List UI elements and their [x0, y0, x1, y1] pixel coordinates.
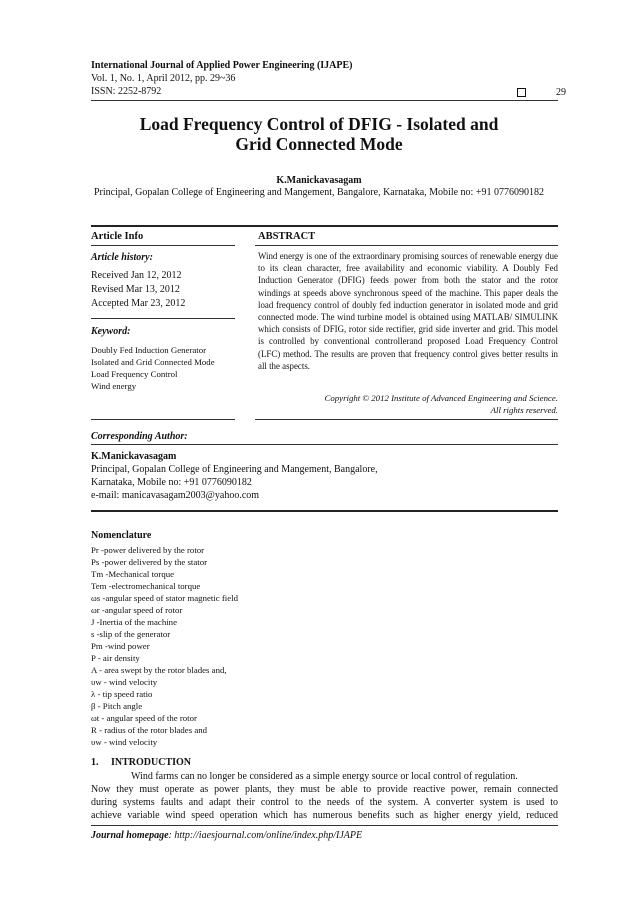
- nomenclature-item: P - air density: [91, 653, 140, 663]
- journal-name: International Journal of Applied Power Engineering (IJAPE): [91, 60, 353, 71]
- header-rule: [91, 100, 558, 101]
- intro-line: Now they must operate as power plants, they must be able to provide reactive power, remain connected: [91, 784, 558, 795]
- author-name: K.Manickavasagam: [276, 175, 362, 186]
- info-rule: [91, 245, 235, 246]
- corresponding-address2: Karnataka, Mobile no: +91 0776090182: [91, 477, 252, 488]
- nomenclature-item: R - radius of the rotor blades and: [91, 725, 208, 735]
- nomenclature-heading: Nomenclature: [91, 530, 152, 541]
- nomenclature-item: λ - tip speed ratio: [91, 689, 153, 699]
- intro-line: during systems faults and adapt their control to the needs of the system. A converter system is used to: [91, 797, 558, 808]
- history-accepted: Accepted Mar 23, 2012: [91, 298, 186, 309]
- history-revised: Revised Mar 13, 2012: [91, 284, 180, 295]
- nomenclature-item: J -Inertia of the machine: [91, 617, 177, 627]
- nomenclature-item: s -slip of the generator: [91, 629, 171, 639]
- volume-info: Vol. 1, No. 1, April 2012, pp. 29~36: [91, 73, 236, 84]
- checkbox-square-icon: [517, 88, 526, 97]
- nomenclature-item: Tem -electromechanical torque: [91, 581, 201, 591]
- corresponding-bottom-rule: [91, 510, 558, 512]
- nomenclature-item: ωs -angular speed of stator magnetic field: [91, 593, 238, 603]
- journal-homepage: [91, 830, 362, 841]
- keyword-item: Doubly Fed Induction Generator: [91, 345, 207, 355]
- info-bottom-rule: [91, 419, 235, 420]
- corresponding-author-label: Corresponding Author:: [91, 431, 188, 442]
- abstract-rule: [255, 245, 558, 246]
- abstract-text: Wind energy is one of the extraordinary promising sources of renewable energy due to its clean character, free availability and economic viability. A Doubly Fed Induction Generator (DFIG) feeds power from both the stator and the rotor windings at speeds above synchronous speed of the machine. This paper deals the load frequency control of doubly fed induction generator in isolated mode and grid connected mode. The wind turbine model is obtained using MATLAB/ SIMULINK which consists of DFIG, rotor side rectifier, grid side inverter and grid. This model is controlled by conventional controllerand proposed Load Frequency Control (LFC) method. The results are proven that frequency control gives better results in all the aspects.: [258, 251, 558, 371]
- nomenclature-item: Ps -power delivered by the stator: [91, 557, 208, 567]
- nomenclature-item: ωr -angular speed of rotor: [91, 605, 183, 615]
- nomenclature-item: υw - wind velocity: [91, 677, 158, 687]
- corresponding-name: K.Manickavasagam: [91, 451, 177, 462]
- page-number: 29: [556, 87, 566, 98]
- author-affiliation: Principal, Gopalan College of Engineering and Mangement, Bangalore, Karnataka, Mobile no: +91 0776090182: [94, 187, 544, 198]
- nomenclature-item: Pr -power delivered by the rotor: [91, 545, 205, 555]
- issn: ISSN: 2252-8792: [91, 86, 162, 97]
- abstract-bottom-rule: [255, 419, 558, 420]
- homepage-label: Journal homepage: [91, 830, 169, 841]
- paper-title-line1: Load Frequency Control of DFIG - Isolated and: [139, 114, 499, 134]
- introduction-heading: 1. INTRODUCTION: [91, 757, 192, 768]
- corresponding-rule: [91, 444, 558, 445]
- corresponding-email: e-mail: manicavasagam2003@yahoo.com: [91, 490, 260, 501]
- copyright-line1: Copyright © 2012 Institute of Advanced Engineering and Science.: [324, 393, 558, 403]
- article-history-label: Article history:: [91, 252, 153, 263]
- nomenclature-item: Pm -wind power: [91, 641, 150, 651]
- keyword-item: Isolated and Grid Connected Mode: [91, 357, 215, 367]
- article-info-heading: Article Info: [91, 231, 144, 242]
- copyright-line2: All rights reserved.: [490, 405, 558, 415]
- paper-title-line2: Grid Connected Mode: [235, 134, 403, 154]
- history-received: Received Jan 12, 2012: [91, 270, 182, 281]
- keyword-item: Load Frequency Control: [91, 369, 178, 379]
- abstract-heading: ABSTRACT: [258, 231, 316, 242]
- nomenclature-item: A - area swept by the rotor blades and,: [91, 665, 227, 675]
- history-rule: [91, 318, 235, 319]
- nomenclature-item: υw - wind velocity: [91, 737, 158, 747]
- footer-rule: [91, 825, 558, 826]
- homepage-url[interactable]: : http://iaesjournal.com/online/index.php/IJAPE: [168, 830, 363, 841]
- nomenclature-item: Tm -Mechanical torque: [91, 569, 175, 579]
- corresponding-address1: Principal, Gopalan College of Engineering and Mangement, Bangalore,: [91, 464, 378, 475]
- top-rule: [91, 225, 558, 227]
- nomenclature-item: β - Pitch angle: [91, 701, 143, 711]
- keyword-label: Keyword:: [91, 326, 131, 337]
- intro-line: achieve variable wind speed operation which has numerous benefits such as higher energy yield, reduced: [91, 810, 558, 821]
- keyword-item: Wind energy: [91, 381, 137, 391]
- intro-line: Wind farms can no longer be considered as a simple energy source or local control of regulation.: [131, 771, 518, 782]
- nomenclature-item: ωt - angular speed of the rotor: [91, 713, 197, 723]
